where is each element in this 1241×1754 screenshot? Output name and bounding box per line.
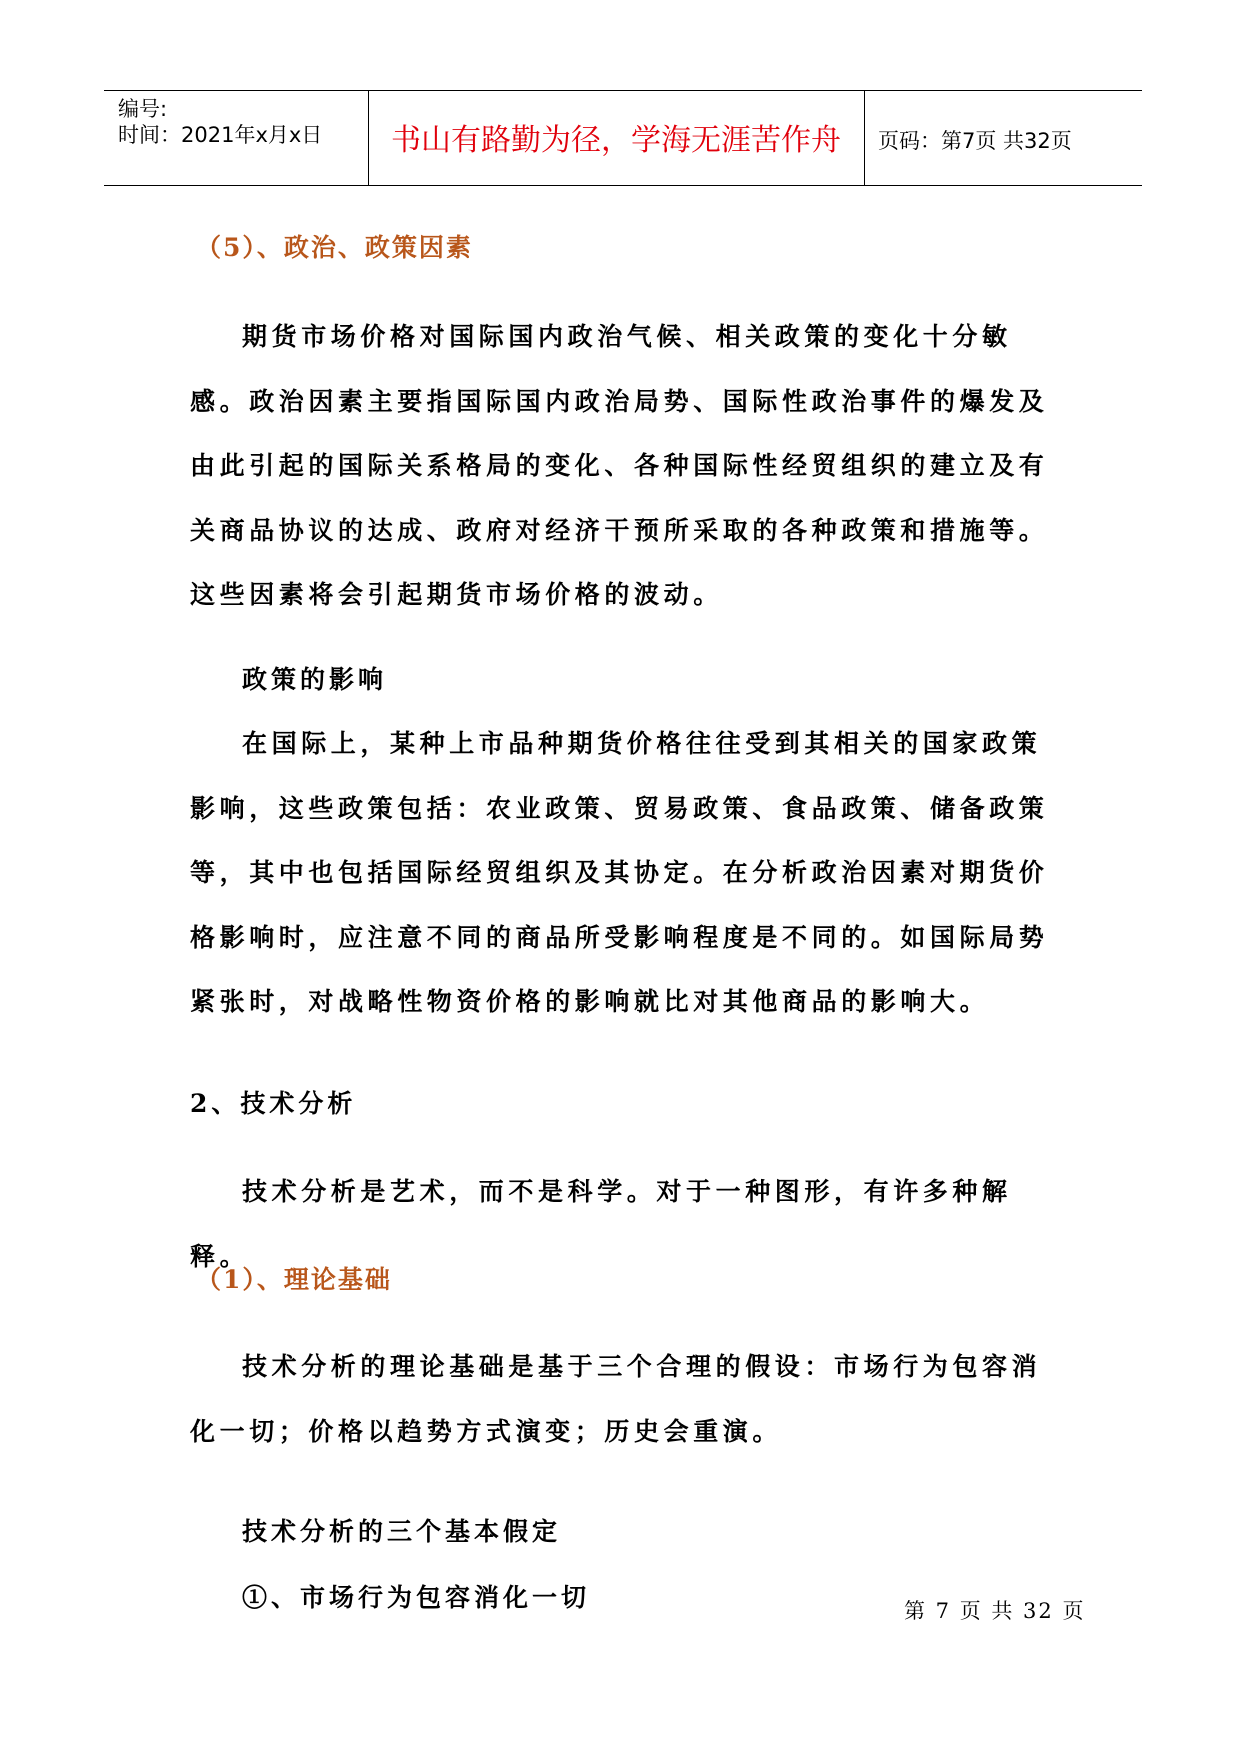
section-heading-technical-analysis: 2、技术分析 [190, 1089, 357, 1118]
subheading-three-assumptions: 技术分析的三个基本假定 [242, 1517, 562, 1546]
paragraph-policy-impact: 在国际上，某种上市品种期货价格往往受到其相关的国家政策影响，这些政策包括：农业政策、贸易政策、食品政策、储备政策等，其中也包括国际经贸组织及其协定。在分析政治因素对期货价格影响时，应注意不同的商品所受影响程度是不同的。如国际局势紧张时，对战略性物资价格的影响就比对其他商品的影响大。 [190, 729, 1049, 1016]
header-motto-cell [368, 91, 865, 185]
header-page-code: 页码：第7页 共32页 [878, 129, 1072, 153]
document-number-label: 编号: [118, 97, 168, 121]
paragraph-politics: 期货市场价格对国际国内政治气候、相关政策的变化十分敏感。政治因素主要指国际国内政治局势、国际性政治事件的爆发及由此引起的国际关系格局的变化、各种国际性经贸组织的建立及有关商品协议的达成、政府对经济干预所采取的各种政策和措施等。这些因素将会引起期货市场价格的波动。 [190, 322, 1049, 609]
page-footer: 第 7 页 共 32 页 [904, 1599, 1086, 1623]
paragraph-theory: 技术分析的理论基础是基于三个合理的假设：市场行为包容消化一切；价格以趋势方式演变；历史会重演。 [190, 1352, 1042, 1446]
paragraph-technical-analysis: 技术分析是艺术，而不是科学。对于一种图形，有许多种解释。 [190, 1177, 1012, 1271]
header-meta-cell [104, 91, 369, 185]
section-heading-theory: （1）、理论基础 [196, 1265, 392, 1294]
section-heading-politics: （5）、政治、政策因素 [196, 233, 473, 262]
page-header [104, 90, 1142, 186]
header-motto: 书山有路勤为径，学海无涯苦作舟 [391, 123, 841, 158]
header-page-cell [864, 91, 1142, 185]
subheading-policy-impact: 政策的影响 [242, 665, 388, 694]
list-item-assumption-1: ①、市场行为包容消化一切 [242, 1583, 591, 1612]
document-time-label: 时间：2021年x月x日 [118, 123, 323, 147]
